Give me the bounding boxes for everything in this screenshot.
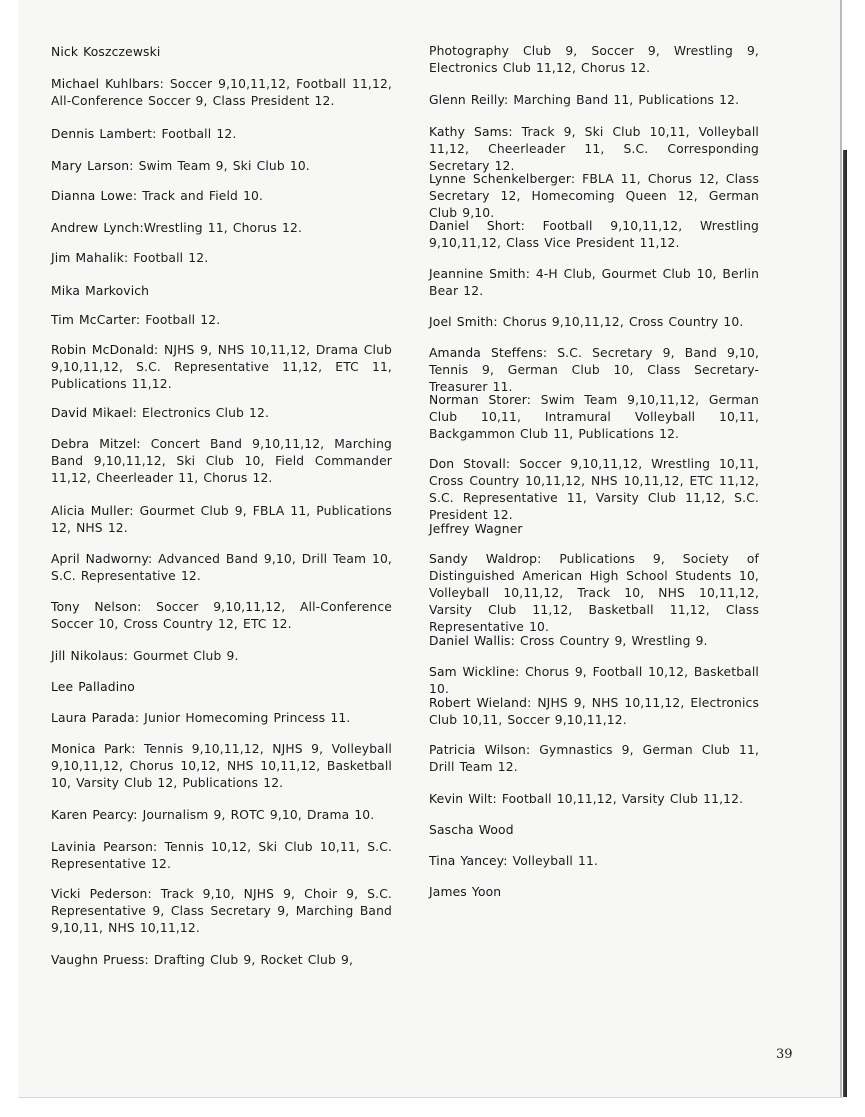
- student-name: Mika Markovich: [51, 284, 150, 298]
- senior-entry-continued: [429, 43, 759, 77]
- student-name: Lynne Schenkelberger: [429, 172, 571, 186]
- student-activities: NJHS 9, NHS 10,11,12, Electronics Club 10,11, Soccer 9,10,11,12.: [429, 696, 759, 727]
- student-name: Tina Yancey: [429, 854, 504, 868]
- senior-entry: Daniel Short: Football 9,10,11,12, Wrestling 9,10,11,12, Class Vice President 11,12.: [429, 219, 760, 250]
- student-activities: Track 9,10, NJHS 9, Choir 9, S.C. Representative 9, Class Secretary 9, Marching Band 9,10,11, NHS 10,11,12.: [51, 887, 392, 935]
- student-name: Tony Nelson: [51, 600, 138, 614]
- senior-entry: Kathy Sams: Track 9, Ski Club 10,11, Volleyball 11,12, Cheerleader 11, S.C. Corresponding Secretary 12.: [429, 125, 759, 173]
- student-activities: Swim Team 9,10,11,12, German Club 10,11, Intramural Volleyball 10,11, Backgammon Club 11, Publications 12.: [429, 393, 759, 441]
- student-name: Robin McDonald: [51, 343, 155, 357]
- student-name: Don Stovall: [429, 457, 506, 471]
- student-activities: Football 10,11,12, Varsity Club 11,12.: [501, 792, 744, 806]
- student-activities: Track 9, Ski Club 10,11, Volleyball 11,12, Cheerleader 11, S.C. Corresponding Secretary 12.: [429, 125, 759, 173]
- senior-entry: Lynne Schenkelberger: FBLA 11, Chorus 12, Class Secretary 12, Homecoming Queen 12, German Club 9,10.: [429, 172, 760, 220]
- student-activities: Soccer 9,10,11,12, Wrestling 10,11, Cross Country 10,11,12, NHS 10,11,12, ETC 11,12, S.C. Representative 11, Varsity Club 11,12, S.C. President 12.: [429, 457, 759, 522]
- student-name: Nick Koszczewski: [51, 45, 161, 59]
- senior-entry: Glenn Reilly: Marching Band 11, Publications 12.: [429, 93, 740, 107]
- senior-entry: [429, 521, 759, 538]
- senior-entry: Tony Nelson: Soccer 9,10,11,12, All-Conference Soccer 10, Cross Country 12, ETC 12.: [51, 600, 392, 631]
- student-name: Sandy Waldrop: [429, 552, 538, 566]
- student-activities: Football 12.: [133, 251, 209, 265]
- senior-entry: Dennis Lambert: Football 12.: [51, 127, 237, 141]
- senior-entry: David Mikael: Electronics Club 12.: [51, 406, 270, 420]
- student-name: Joel Smith: [429, 315, 494, 329]
- senior-entry: [51, 679, 392, 696]
- student-activities: Drafting Club 9, Rocket Club 9,: [153, 953, 354, 967]
- student-name: Vicki Pederson: [51, 887, 148, 901]
- student-activities: Gourmet Club 9.: [133, 649, 239, 663]
- student-activities: NJHS 9, NHS 10,11,12, Drama Club 9,10,11,12, S.C. Representative 11,12, ETC 11, Publications 11,12.: [51, 343, 392, 391]
- senior-entry: Joel Smith: Chorus 9,10,11,12, Cross Country 10.: [429, 315, 744, 329]
- student-activities: Concert Band 9,10,11,12, Marching Band 9,10,11,12, Ski Club 10, Field Commander 11,12, Cheerleader 11, Chorus 12.: [51, 437, 392, 485]
- senior-entry: Tina Yancey: Volleyball 11.: [429, 854, 599, 868]
- senior-entry: Dianna Lowe: Track and Field 10.: [51, 189, 264, 203]
- student-name: Debra Mitzel: [51, 437, 137, 451]
- student-activities: Tennis 10,12, Ski Club 10,11, S.C. Representative 12.: [51, 840, 393, 871]
- senior-entry: Laura Parada: Junior Homecoming Princess 11.: [51, 711, 351, 725]
- student-name: Lee Palladino: [51, 680, 135, 694]
- student-activities: Wrestling 11, Chorus 12.: [143, 221, 302, 235]
- student-name: Alicia Muller: [51, 504, 130, 518]
- student-name: Lavinia Pearson: [51, 840, 154, 854]
- student-name: Patricia Wilson: [429, 743, 526, 757]
- student-activities: Swim Team 9, Ski Club 10.: [138, 159, 310, 173]
- student-activities: Chorus 9, Football 10,12, Basketball 10.: [429, 665, 759, 696]
- senior-entry: Mary Larson: Swim Team 9, Ski Club 10.: [51, 159, 310, 173]
- student-name: Laura Parada: [51, 711, 135, 725]
- student-activities: Gourmet Club 9, FBLA 11, Publications 12, NHS 12.: [51, 504, 392, 535]
- senior-entry: Tim McCarter: Football 12.: [51, 313, 221, 327]
- student-name: Amanda Steffens: [429, 346, 543, 360]
- student-activities: Football 12.: [161, 127, 237, 141]
- senior-entry: Debra Mitzel: Concert Band 9,10,11,12, Marching Band 9,10,11,12, Ski Club 10, Field Commander 11,12, Cheerleader 11, Chorus 12.: [51, 437, 392, 485]
- senior-entry: [51, 44, 392, 61]
- student-activities: Soccer 9,10,11,12, Football 11,12, All-Conference Soccer 9, Class President 12.: [51, 77, 392, 108]
- senior-entry: [429, 822, 759, 839]
- student-name: Jeffrey Wagner: [429, 522, 523, 536]
- student-activities: Track and Field 10.: [142, 189, 264, 203]
- student-name: Daniel Short: [429, 219, 521, 233]
- student-name: Norman Storer: [429, 393, 527, 407]
- senior-entry: Robin McDonald: NJHS 9, NHS 10,11,12, Drama Club 9,10,11,12, S.C. Representative 11,12, ETC 11, Publications 11,12.: [51, 343, 392, 391]
- student-activities: Marching Band 11, Publications 12.: [513, 93, 740, 107]
- senior-entry: Jim Mahalik: Football 12.: [51, 251, 209, 265]
- senior-entry: Vaughn Pruess: Drafting Club 9, Rocket Club 9,: [51, 953, 354, 967]
- student-name: Glenn Reilly: [429, 93, 504, 107]
- page-bottom-edge: [18, 1097, 843, 1098]
- senior-entry: Daniel Wallis: Cross Country 9, Wrestling 9.: [429, 634, 708, 648]
- student-name: Tim McCarter: [51, 313, 137, 327]
- student-name: David Mikael: [51, 406, 133, 420]
- student-name: Monica Park: [51, 742, 132, 756]
- senior-entry: Andrew Lynch:Wrestling 11, Chorus 12.: [51, 221, 302, 235]
- student-activities: Chorus 9,10,11,12, Cross Country 10.: [502, 315, 744, 329]
- senior-entry: Don Stovall: Soccer 9,10,11,12, Wrestling 10,11, Cross Country 10,11,12, NHS 10,11,12, ETC 11,12, S.C. Representative 11, Varsity Club 11,12, S.C. President 12.: [429, 457, 759, 522]
- student-name: Mary Larson: [51, 159, 130, 173]
- senior-entry: Karen Pearcy: Journalism 9, ROTC 9,10, Drama 10.: [51, 808, 375, 822]
- senior-entry: [51, 283, 392, 300]
- student-name: Jim Mahalik: [51, 251, 125, 265]
- student-activities: Tennis 9,10,11,12, NJHS 9, Volleyball 9,10,11,12, Chorus 10,12, NHS 10,11,12, Basketball 10, Varsity Club 12, Publications 12.: [51, 742, 392, 790]
- senior-entry: Jill Nikolaus: Gourmet Club 9.: [51, 649, 239, 663]
- senior-entry: Monica Park: Tennis 9,10,11,12, NJHS 9, Volleyball 9,10,11,12, Chorus 10,12, NHS 10,11,12, Basketball 10, Varsity Club 12, Publications 12.: [51, 742, 392, 790]
- student-name: Jeannine Smith: [429, 267, 526, 281]
- student-activities: Cross Country 9, Wrestling 9.: [519, 634, 708, 648]
- student-activities: S.C. Secretary 9, Band 9,10, Tennis 9, German Club 10, Class Secretary-Treasurer 11.: [429, 346, 760, 394]
- senior-entry: Alicia Muller: Gourmet Club 9, FBLA 11, Publications 12, NHS 12.: [51, 504, 392, 535]
- student-activities: Gymnastics 9, German Club 11, Drill Team 12.: [429, 743, 760, 774]
- page-edge: [840, 0, 842, 1098]
- student-activities: Advanced Band 9,10, Drill Team 10, S.C. Representative 12.: [51, 552, 392, 583]
- student-name: Robert Wieland: [429, 696, 528, 710]
- senior-entry: Norman Storer: Swim Team 9,10,11,12, German Club 10,11, Intramural Volleyball 10,11, Backgammon Club 11, Publications 12.: [429, 393, 759, 441]
- student-activities: Junior Homecoming Princess 11.: [144, 711, 351, 725]
- student-name: April Nadworny: [51, 552, 149, 566]
- student-activities: Football 12.: [145, 313, 221, 327]
- student-activities: Soccer 9,10,11,12, All-Conference Soccer 10, Cross Country 12, ETC 12.: [51, 600, 392, 631]
- student-activities: Volleyball 11.: [512, 854, 599, 868]
- senior-entry: [429, 884, 759, 901]
- student-name: Kathy Sams: [429, 125, 509, 139]
- senior-entry: Lavinia Pearson: Tennis 10,12, Ski Club 10,11, S.C. Representative 12.: [51, 840, 393, 871]
- senior-entry: Amanda Steffens: S.C. Secretary 9, Band 9,10, Tennis 9, German Club 10, Class Secretary-Treasurer 11.: [429, 346, 760, 394]
- senior-entry: Michael Kuhlbars: Soccer 9,10,11,12, Football 11,12, All-Conference Soccer 9, Class President 12.: [51, 77, 392, 108]
- student-name: Andrew Lynch: [51, 221, 140, 235]
- student-name: Sascha Wood: [429, 823, 514, 837]
- student-activities: Journalism 9, ROTC 9,10, Drama 10.: [142, 808, 375, 822]
- student-activities: FBLA 11, Chorus 12, Class Secretary 12, Homecoming Queen 12, German Club 9,10.: [429, 172, 760, 220]
- senior-entry: Vicki Pederson: Track 9,10, NJHS 9, Choir 9, S.C. Representative 9, Class Secretary 9, Marching Band 9,10,11, NHS 10,11,12.: [51, 887, 392, 935]
- student-name: Dennis Lambert: [51, 127, 153, 141]
- student-name: Sam Wickline: [429, 665, 516, 679]
- student-name: Jill Nikolaus: [51, 649, 124, 663]
- student-name: Daniel Wallis: [429, 634, 511, 648]
- student-name: Michael Kuhlbars: [51, 77, 160, 91]
- page-number: 39: [776, 1047, 793, 1062]
- student-name: Karen Pearcy: [51, 808, 134, 822]
- student-activities: Electronics Club 12.: [142, 406, 270, 420]
- senior-entry: April Nadworny: Advanced Band 9,10, Drill Team 10, S.C. Representative 12.: [51, 552, 392, 583]
- senior-entry: Patricia Wilson: Gymnastics 9, German Club 11, Drill Team 12.: [429, 743, 760, 774]
- student-activities: 4-H Club, Gourmet Club 10, Berlin Bear 12.: [429, 267, 760, 298]
- student-name: Dianna Lowe: [51, 189, 133, 203]
- senior-entry: Robert Wieland: NJHS 9, NHS 10,11,12, Electronics Club 10,11, Soccer 9,10,11,12.: [429, 696, 759, 727]
- senior-entry: Jeannine Smith: 4-H Club, Gourmet Club 10, Berlin Bear 12.: [429, 267, 760, 298]
- student-name: Kevin Wilt: [429, 792, 493, 806]
- binding-shadow: [843, 150, 847, 1097]
- student-name: James Yoon: [429, 885, 502, 899]
- senior-entry: Sam Wickline: Chorus 9, Football 10,12, Basketball 10.: [429, 665, 759, 696]
- student-activities: Photography Club 9, Soccer 9, Wrestling 9, Electronics Club 11,12, Chorus 12.: [429, 44, 759, 75]
- student-activities: Football 9,10,11,12, Wrestling 9,10,11,12, Class Vice President 11,12.: [429, 219, 760, 250]
- senior-entry: Sandy Waldrop: Publications 9, Society of Distinguished American High School Students 10, Volleyball 10,11,12, Track 10, NHS 10,11,12, Varsity Club 11,12, Basketball 11,12, Class Representative 10.: [429, 552, 760, 634]
- senior-entry: Kevin Wilt: Football 10,11,12, Varsity Club 11,12.: [429, 792, 744, 806]
- student-activities: Publications 9, Society of Distinguished American High School Students 10, Volleyball 10,11,12, Track 10, NHS 10,11,12, Varsity Club 11,12, Basketball 11,12, Class Representative 10.: [429, 552, 760, 634]
- student-name: Vaughn Pruess: [51, 953, 145, 967]
